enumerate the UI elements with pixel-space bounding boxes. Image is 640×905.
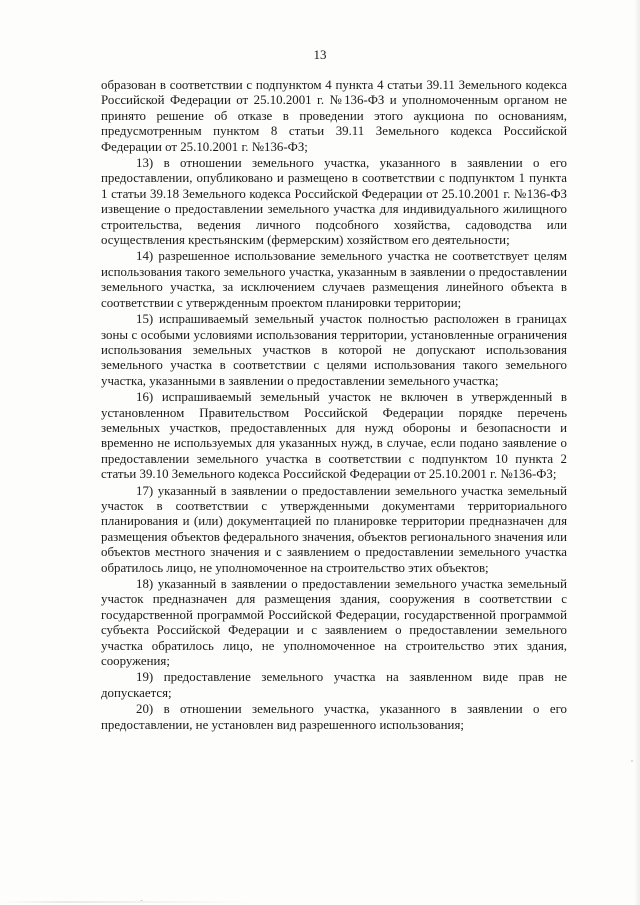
paragraph-item-19: 19) предоставление земельного участка на заявленном виде прав не допускается; xyxy=(101,670,567,700)
paragraph-item-17: 17) указанный в заявлении о предоставлении земельного участка земельный участок в соответствии с утвержденными документами территориального планирования и (или) документацией по планировке территории предназначен для размещения объектов федерального значения, объектов регионального значения или объектов местного значения и с заявлением о предоставлении земельного участка обратилось лицо, не уполномоченное на строительство этих объектов; xyxy=(101,483,567,575)
paragraph-item-18: 18) указанный в заявлении о предоставлении земельного участка земельный участок предназначен для размещения здания, сооружения в соответствии с государственной программой Российской Федерации, государственной программой субъекта Российской Федерации и с заявлением о предоставлении земельного участка обратилось лицо, не уполномоченное на строительство этих здания, сооружения; xyxy=(101,577,567,669)
paragraph-continuation: образован в соответствии с подпунктом 4 пункта 4 статьи 39.11 Земельного кодекса Российской Федерации от 25.10.2001 г. №136-ФЗ и уполномоченным органом не принято решение об отказе в проведении этого аукциона по основаниям, предусмотренным пунктом 8 статьи 39.11 Земельного кодекса Российской Федерации от 25.10.2001 г. №136-ФЗ; xyxy=(101,78,567,154)
document-body xyxy=(101,78,567,734)
scan-speck xyxy=(631,760,633,762)
page-number: 13 xyxy=(313,47,327,62)
scan-bottom-edge xyxy=(0,901,640,903)
paragraph-item-16: 16) испрашиваемый земельный участок не включен в утвержденный в установленном Правительством Российской Федерации порядке перечень земельных участков, предоставленных для нужд обороны и безопасности и временно не используемых для указанных нужд, в случае, если подано заявление о предоставлении земельного участка в соответствии с подпунктом 10 пункта 2 статьи 39.10 Земельного кодекса Российской Федерации от 25.10.2001 г. №136-ФЗ; xyxy=(101,390,567,482)
paragraph-item-20: 20) в отношении земельного участка, указанного в заявлении о его предоставлении, не установлен вид разрешенного использования; xyxy=(101,702,567,732)
paragraph-item-13: 13) в отношении земельного участка, указанного в заявлении о его предоставлении, опубликовано и размещено в соответствии с подпунктом 1 пункта 1 статьи 39.18 Земельного кодекса Российской Федерации от 25.10.2001 г. №136-ФЗ извещение о предоставлении земельного участка для индивидуального жилищного строительства, ведения личного подсобного хозяйства, садоводства или осуществления крестьянским (фермерским) хозяйством его деятельности; xyxy=(101,156,567,248)
scan-edge-shadow xyxy=(634,0,640,905)
paragraph-item-15: 15) испрашиваемый земельный участок полностью расположен в границах зоны с особыми условиями использования территории, установленные ограничения использования земельных участков в которой не допускают использования земельного участка в соответствии с целями использования такого земельного участка, указанными в заявлении о предоставлении земельного участка; xyxy=(101,312,567,388)
paragraph-item-14: 14) разрешенное использование земельного участка не соответствует целям использования такого земельного участка, указанным в заявлении о предоставлении земельного участка, за исключением случаев размещения линейного объекта в соответствии с утвержденным проектом планировки территории; xyxy=(101,249,567,310)
